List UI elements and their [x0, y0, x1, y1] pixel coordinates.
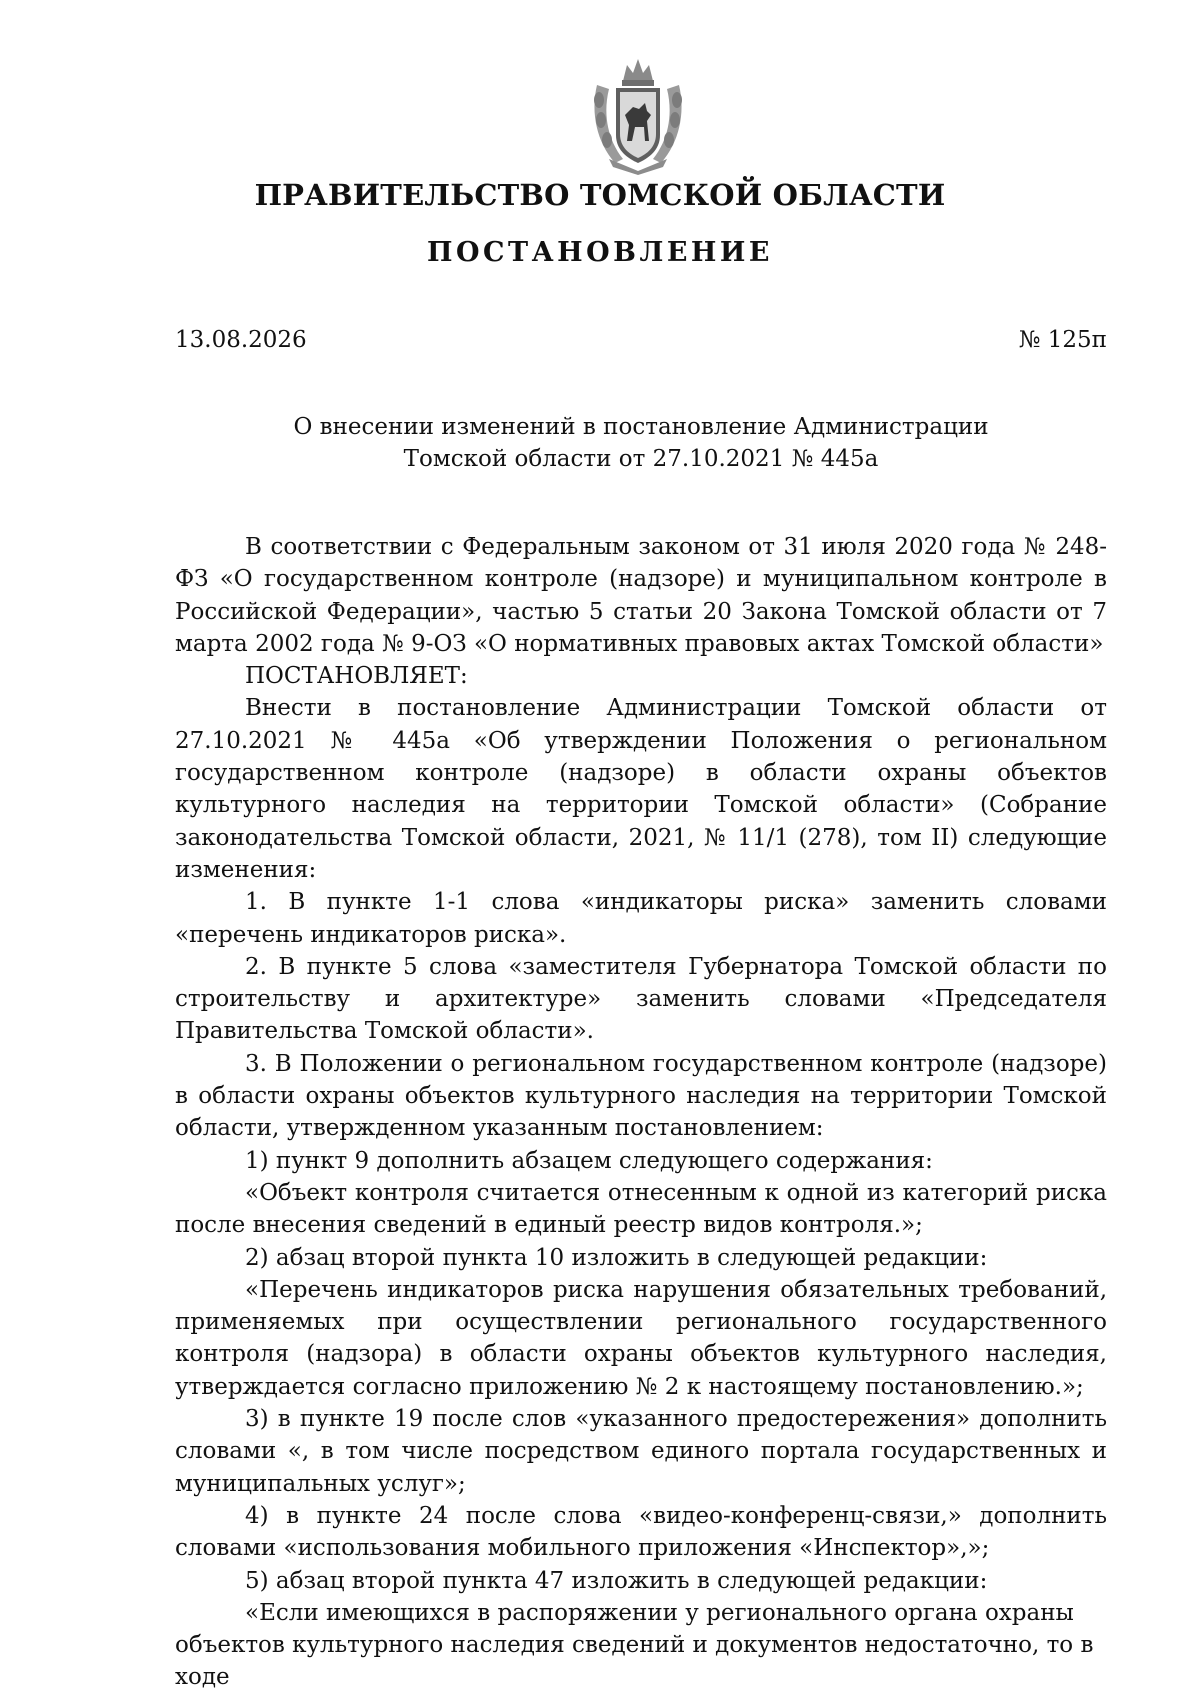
paragraph: «Объект контроля считается отнесенным к одной из категорий риска после внесения сведений в единый реестр видов контроля.»; [175, 1179, 1107, 1239]
paragraph: ПОСТАНОВЛЯЕТ: [245, 663, 468, 690]
subject-line: О внесении изменений в постановление Администрации [293, 414, 989, 440]
paragraph: В соответствии с Федеральным законом от 31 июля 2020 года № 248-ФЗ «О государственном контроле (надзоре) и муниципальном контроле в Российской Федерации», частью 5 статьи 20 Закона Томской области от 7 марта 2002 года № 9-ОЗ «О нормативных правовых актах Томской области» [175, 534, 1107, 657]
paragraph: 2) абзац второй пункта 10 изложить в следующей редакции: [245, 1244, 988, 1271]
paragraph: 1) пункт 9 дополнить абзацем следующего содержания: [245, 1147, 933, 1174]
paragraph: «Если имеющихся в распоряжении у регионального органа охраны объектов культурного наследия сведений и документов недостаточно, то в ходе [175, 1599, 1094, 1691]
subject-line: Томской области от 27.10.2021 № 445а [403, 446, 879, 472]
paragraph: 1. В пункте 1-1 слова «индикаторы риска» заменить словами «перечень индикаторов риска». [175, 889, 1107, 948]
document-type: ПОСТАНОВЛЕНИЕ [427, 237, 773, 268]
paragraph: Внести в постановление Администрации Томской области от 27.10.2021 № 445а «Об утверждении Положения о региональном государственном контроле (надзоре) в области охраны объектов культурного наследия на территории Томской области» (Собрание законодательства Томской области, 2021, № 11/1 (278), том II) следующие изменения: [175, 695, 1107, 883]
document-body [175, 531, 1107, 1694]
paragraph: 3) в пункте 19 после слов «указанного предостережения» дополнить словами «, в том числе посредством единого портала государственных и муниципальных услуг»; [175, 1406, 1107, 1497]
document-subject [175, 411, 1107, 475]
paragraph: 4) в пункте 24 после слова «видео-конференц-связи,» дополнить словами «использования мобильного приложения «Инспектор»,»; [175, 1502, 1107, 1562]
paragraph: 5) абзац второй пункта 47 изложить в следующей редакции: [245, 1567, 988, 1594]
paragraph: «Перечень индикаторов риска нарушения обязательных требований, применяемых при осуществлении регионального государственного контроля (надзора) в области охраны объектов культурного наследия, утверждается согласно приложению № 2 к настоящему постановлению.»; [175, 1276, 1107, 1400]
government-title: ПРАВИТЕЛЬСТВО ТОМСКОЙ ОБЛАСТИ [254, 178, 946, 212]
document-date: 13.08.2026 [175, 327, 307, 353]
document-number: № 125п [1018, 327, 1107, 353]
tomsk-coat-of-arms-icon [589, 55, 687, 175]
paragraph: 3. В Положении о региональном государственном контроле (надзоре) в области охраны объектов культурного наследия на территории Томской области, утвержденном указанным постановлением: [175, 1050, 1107, 1142]
paragraph: 2. В пункте 5 слова «заместителя Губернатора Томской области по строительству и архитектуре» заменить словами «Председателя Правительства Томской области». [175, 953, 1107, 1045]
